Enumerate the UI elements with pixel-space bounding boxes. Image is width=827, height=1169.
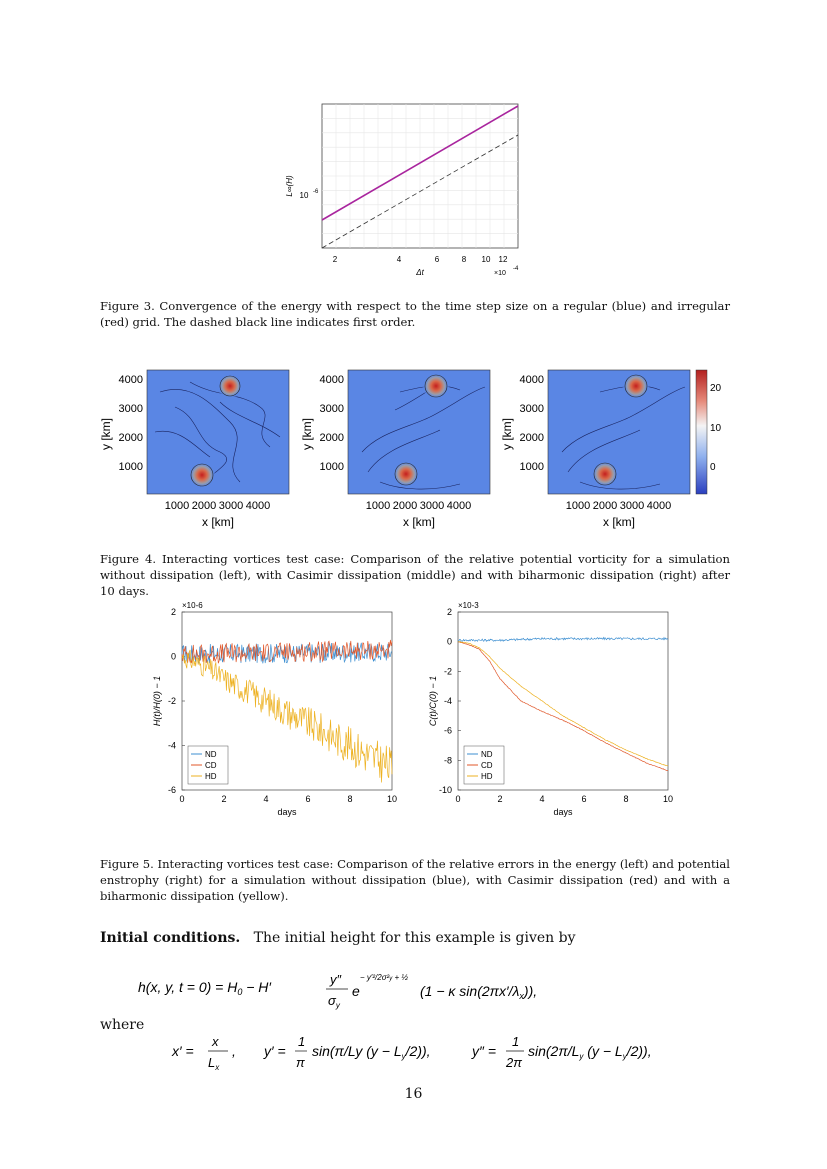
x-tick-12: 12 — [498, 255, 508, 264]
equation-h-svg — [138, 968, 538, 1012]
x-tick-6: 6 — [434, 255, 440, 264]
legend-item-ND: ND — [481, 750, 493, 759]
panel-biharmonic-dissipation — [500, 370, 690, 529]
chart-1 — [428, 601, 673, 817]
svg-text:4000: 4000 — [519, 374, 544, 386]
svg-text:10: 10 — [710, 423, 722, 434]
y-tick-label: -2 — [167, 696, 176, 706]
x-tick-2: 2 — [332, 255, 338, 264]
svg-text:x [km]: x [km] — [603, 515, 635, 529]
y-tick-label: -4 — [443, 696, 452, 706]
y-tick-label: 0 — [446, 636, 452, 647]
figure-4-caption — [100, 551, 730, 599]
svg-text:3000: 3000 — [218, 500, 244, 512]
multiplier: ×10-6 — [182, 601, 203, 610]
svg-text:2000: 2000 — [319, 432, 344, 444]
y-tick-label: -4 — [167, 740, 176, 751]
svg-text:x [km]: x [km] — [403, 515, 435, 529]
svg-text:x: x — [212, 1034, 219, 1049]
x-axis-label: days — [277, 807, 297, 817]
svg-text:3000: 3000 — [519, 403, 544, 415]
y-tick-label: 0 — [170, 651, 176, 662]
svg-text:x [km]: x [km] — [202, 515, 234, 529]
svg-text:h(x, y, t = 0) = H0 − H′: h(x, y, $t = 0) = H_0 - H'$ — [138, 979, 272, 997]
svg-text:3000: 3000 — [118, 403, 143, 415]
figure-3-chart — [270, 98, 540, 280]
svg-text:y″ =: y″ = — [472, 1043, 497, 1059]
x-multiplier: ×10 — [494, 270, 506, 277]
panel-casimir-dissipation — [300, 370, 490, 529]
x-tick-4: 4 — [396, 255, 402, 264]
svg-text:3000: 3000 — [619, 500, 645, 512]
svg-text:y [km]: y [km] — [300, 418, 314, 450]
figure-5-caption — [100, 856, 730, 904]
x-tick-10: 10 — [481, 255, 491, 264]
svg-text:1000: 1000 — [118, 461, 143, 473]
paragraph-heading: Initial conditions. — [100, 930, 241, 946]
svg-text:2000: 2000 — [592, 500, 618, 512]
legend-item-CD: CD — [481, 761, 493, 770]
svg-text:sin(π/Ly (y − Ly/2)),: sin(π/Ly $(y - L_y/2)$), — [312, 1043, 431, 1061]
svg-text:2000: 2000 — [392, 500, 418, 512]
initial-conditions-paragraph — [100, 930, 576, 946]
svg-text:Lx: $L_x$ — [208, 1055, 220, 1072]
y-tick-label: -6 — [443, 725, 452, 736]
y-axis-label: C(t)/C(0) − 1 — [428, 675, 438, 727]
svg-text:y [km]: y [km] — [500, 418, 514, 450]
svg-text:3000: 3000 — [319, 403, 344, 415]
svg-text:sin(2π/Ly (y − Ly/2)),: $\sin(2\pi/L_y$ $(y - L_y/2)$), — [528, 1043, 652, 1061]
x-axis-label: Δt — [416, 268, 424, 277]
x-tick-8: 8 — [461, 255, 467, 264]
legend-item-ND: ND — [205, 750, 217, 759]
svg-text:1000: 1000 — [519, 461, 544, 473]
svg-text:1: 1 — [298, 1034, 306, 1049]
legend-item-HD: HD — [481, 772, 493, 781]
x-tick-label: 0 — [455, 794, 461, 804]
x-tick-label: 6 — [581, 794, 587, 804]
svg-text:4000: 4000 — [319, 374, 344, 386]
y-tick-label: -8 — [443, 755, 452, 766]
figure-3-caption — [100, 298, 730, 330]
caption-label: Figure 4. — [100, 552, 157, 566]
legend-item-HD: HD — [205, 772, 217, 781]
equation-coords-svg — [172, 1030, 672, 1074]
caption-label: Figure 3. — [100, 299, 155, 313]
svg-text:1000: 1000 — [319, 461, 344, 473]
svg-text:y″: y″ — [330, 972, 342, 987]
y-tick-label: -2 — [443, 666, 452, 677]
svg-text:1000: 1000 — [565, 500, 591, 512]
svg-text:1000: 1000 — [164, 500, 190, 512]
equation-coordinates — [172, 1030, 672, 1078]
svg-text:e: e — [352, 983, 360, 999]
x-tick-label: 0 — [179, 794, 185, 804]
svg-text:π: π — [296, 1055, 305, 1070]
svg-text:3000: 3000 — [419, 500, 445, 512]
x-tick-label: 10 — [386, 794, 398, 804]
x-tick-labels — [333, 255, 508, 264]
x-tick-label: 6 — [305, 794, 311, 804]
svg-text:y [km]: y [km] — [99, 418, 113, 450]
x-tick-label: 10 — [662, 794, 674, 804]
svg-text:− y′²/2σ²y + ½: − y′²/2σ²y + ½ — [360, 973, 409, 982]
svg-text:x′ =: x′ = — [172, 1043, 194, 1059]
x-tick-label: 8 — [347, 794, 353, 804]
svg-text:4000: 4000 — [118, 374, 143, 386]
figure-4-panels — [100, 362, 730, 534]
x-tick-label: 2 — [497, 794, 503, 804]
multiplier: ×10-3 — [458, 601, 479, 610]
svg-text:1: 1 — [512, 1034, 520, 1049]
svg-text:2000: 2000 — [519, 432, 544, 444]
svg-text:1000: 1000 — [365, 500, 391, 512]
svg-text:4000: 4000 — [646, 500, 672, 512]
y-tick-label: -10 — [438, 785, 452, 795]
panel-without-dissipation — [99, 370, 289, 529]
y-axis-label: H(t)/H(0) − 1 — [152, 675, 162, 727]
equation-height — [138, 968, 538, 1016]
y-tick-label: 2 — [446, 607, 452, 617]
figure-5-charts — [140, 594, 700, 824]
caption-text: Interacting vortices test case: Comparison of the relative potential vorticity for a simulation without dissipation (left), with Casimir dissipation (middle) and with biharmonic dissipation (right) after 10 days. — [100, 552, 731, 598]
where-text: where — [100, 1017, 145, 1033]
svg-text:(1 − κ sin(2πx′/λx)),: (1 − κ $\sin(2\pi x'/\lambda_x)$), — [420, 983, 538, 1001]
page-number: 16 — [404, 1086, 423, 1102]
caption-text: Convergence of the energy with respect to the time step size on a regular (blue) and irregular (red) grid. The dashed black line indicates first order. — [100, 299, 730, 329]
y-tick-label: 10 — [299, 191, 309, 200]
y-tick-exponent: -6 — [313, 189, 319, 195]
colorbar — [696, 370, 722, 494]
svg-text:2π: 2π — [506, 1055, 522, 1070]
svg-text:20: 20 — [710, 383, 722, 394]
caption-label: Figure 5. — [100, 857, 154, 871]
y-tick-label: 2 — [170, 607, 176, 617]
svg-text:0: 0 — [710, 462, 716, 473]
caption-text: Interacting vortices test case: Comparison of the relative errors in the energy (left) and potential enstrophy (right) for a simulation without dissipation (blue), with Casimir dissipation (red) and with a biharmonic dissipation (yellow). — [100, 857, 730, 903]
paragraph-text: The initial height for this example is given by — [253, 930, 576, 946]
x-tick-label: 4 — [539, 794, 545, 804]
chart-0 — [152, 601, 397, 817]
svg-text:y′ =: y′ = — [264, 1043, 286, 1059]
legend-item-CD: CD — [205, 761, 217, 770]
svg-text:σy: $\sigma_y$ — [328, 993, 340, 1010]
x-tick-label: 8 — [623, 794, 629, 804]
svg-text:2000: 2000 — [191, 500, 217, 512]
x-axis-label: days — [553, 807, 573, 817]
y-axis-label: L∞(H) — [285, 175, 294, 197]
svg-text:4000: 4000 — [245, 500, 271, 512]
svg-text:,: , — [232, 1043, 236, 1059]
x-tick-label: 4 — [263, 794, 269, 804]
y-tick-label: -6 — [167, 785, 176, 795]
svg-text:2000: 2000 — [118, 432, 143, 444]
x-tick-label: 2 — [221, 794, 227, 804]
svg-text:4000: 4000 — [446, 500, 472, 512]
x-multiplier-exp: -4 — [513, 266, 519, 272]
